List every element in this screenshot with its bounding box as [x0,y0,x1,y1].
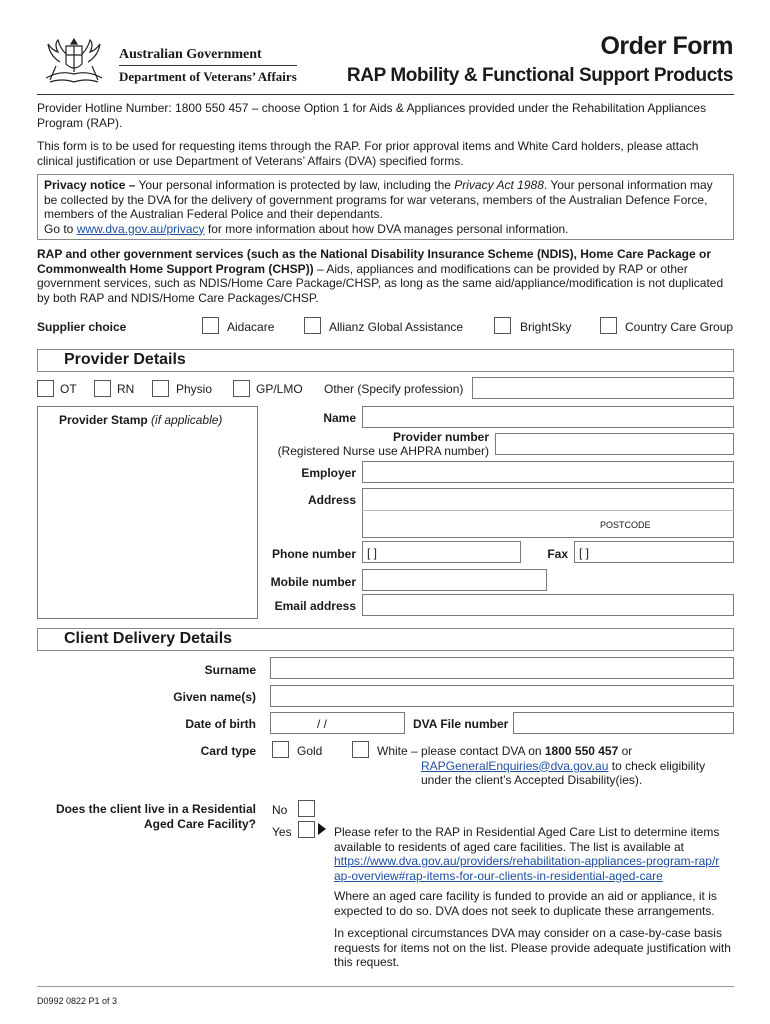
provider-number-note: (Registered Nurse use AHPRA number) [277,444,489,458]
address-input[interactable] [362,488,734,538]
profession-rn-checkbox[interactable] [94,380,111,397]
rac-no-label: No [272,803,288,817]
provider-number-label: Provider number [392,430,489,444]
email-label: Email address [274,599,356,613]
supplier-countrycare-checkbox[interactable] [600,317,617,334]
footer-rule [37,986,734,987]
provider-stamp-note: (if applicable) [151,413,223,427]
rac-info-3: In exceptional circumstances DVA may consider on a case-by-case basis requests for items not on the list. Please provide adequate justification with this request. [334,926,731,969]
coat-of-arms-logo [36,36,112,88]
card-gold-checkbox[interactable] [272,741,289,758]
supplier-aidacare-checkbox[interactable] [202,317,219,334]
privacy-goto: Go to [44,221,77,236]
department-name: Department of Veterans’ Affairs [119,69,297,84]
supplier-countrycare-label: Country Care Group [625,320,734,334]
address-label: Address [307,493,356,507]
profession-rn-label: RN [117,382,135,396]
dob-input[interactable] [270,712,405,734]
profession-gp-label: GP/LMO [256,382,303,396]
rac-no-checkbox[interactable] [298,800,315,817]
rac-question-line1: Does the client live in a Residential [55,802,256,816]
phone-input[interactable] [362,541,521,563]
profession-other-input[interactable] [472,377,734,399]
rac-yes-checkbox[interactable] [298,821,315,838]
fax-input[interactable] [574,541,734,563]
card-white-after: to check eligibility [608,758,706,773]
rac-info-1: Please refer to the RAP in Residential Aged Care List to determine items available to residents of aged care facilities. The list is available at [334,825,720,854]
phone-value: [ ] [367,546,378,560]
provider-section-rule [37,371,734,372]
privacy-heading: Privacy notice – [44,178,136,192]
provider-number-input[interactable] [495,433,734,455]
other-services-text [37,247,727,305]
rap-email-link[interactable]: RAPGeneralEnquiries@dva.gov.au [421,758,609,773]
card-white-or: or [618,744,633,758]
rac-list-link[interactable]: https://www.dva.gov.au/providers/rehabilitation-appliances-program-rap/rap-overview#rap-items-for-our-clients-in-residential-aged-care [334,854,720,883]
footer-code: D0992 0822 P1 of 3 [37,996,118,1006]
mobile-input[interactable] [362,569,547,591]
provider-stamp-label [59,413,222,427]
supplier-allianz-checkbox[interactable] [304,317,321,334]
provider-name-label: Name [323,411,356,425]
fax-label: Fax [547,547,568,561]
employer-input[interactable] [362,461,734,483]
card-white-label: White – please contact DVA on [377,744,545,758]
profession-physio-label: Physio [176,382,213,396]
supplier-choice-label: Supplier choice [37,320,127,334]
card-white-line3: under the client’s Accepted Disability(ies). [421,773,643,787]
profession-ot-checkbox[interactable] [37,380,54,397]
client-details-title: Client Delivery Details [64,630,233,647]
rac-question-line2: Aged Care Facility? [143,817,256,831]
profession-ot-label: OT [60,382,77,396]
profession-gp-checkbox[interactable] [233,380,250,397]
gov-divider [119,65,297,66]
provider-stamp-title: Provider Stamp [59,413,148,427]
email-input[interactable] [362,594,734,616]
privacy-act: Privacy Act 1988 [454,178,544,192]
purpose-text: This form is to be used for requesting items through the RAP. For prior approval items and White Card holders, please attach clinical justification or use Department of Veterans’ Affairs (DVA) specified forms. [37,139,699,168]
dob-separators: / / [317,717,328,731]
supplier-aidacare-label: Aidacare [227,320,275,334]
privacy-link[interactable]: www.dva.gov.au/privacy [76,221,205,236]
privacy-after-link: for more information about how DVA manages personal information. [204,221,569,236]
fax-value: [ ] [579,546,590,560]
privacy-text-1: Your personal information is protected by law, including the [135,178,455,192]
card-gold-label: Gold [297,744,323,758]
address-divider [362,510,734,511]
dva-file-input[interactable] [513,712,734,734]
header-rule [37,94,734,95]
supplier-brightsky-label: BrightSky [520,320,572,334]
card-white-phone: 1800 550 457 [544,744,619,758]
employer-label: Employer [301,466,356,480]
profession-other-label: Other (Specify profession) [324,382,464,396]
provider-details-title: Provider Details [64,351,186,368]
dob-label: Date of birth [185,717,256,731]
form-subtitle: RAP Mobility & Functional Support Products [346,65,733,86]
provider-name-input[interactable] [362,406,734,428]
card-white-checkbox[interactable] [352,741,369,758]
postcode-label: POSTCODE [600,520,651,530]
provider-details-heading [37,349,734,371]
surname-label: Surname [204,663,256,677]
surname-input[interactable] [270,657,734,679]
card-white-text [377,744,705,788]
given-names-input[interactable] [270,685,734,707]
rac-yes-label: Yes [272,825,292,839]
card-type-label: Card type [200,744,256,758]
given-names-label: Given name(s) [173,690,256,704]
mobile-label: Mobile number [270,575,356,589]
hotline-text: Provider Hotline Number: 1800 550 457 – choose Option 1 for Aids & Appliances provided under the Rehabilitation Appliances Program (RAP). [37,101,707,130]
phone-label: Phone number [271,547,356,561]
supplier-brightsky-checkbox[interactable] [494,317,511,334]
gov-name: Australian Government [119,47,262,62]
dva-file-label: DVA File number [413,717,509,731]
provider-stamp-box[interactable] [37,406,258,619]
other-services-bold: RAP and other government services (such as the National Disability Insurance Scheme (NDIS), Home Care Package or Commonwealth Home Support Program (CHSP)) [37,247,711,276]
privacy-text-2: . Your personal information may be collected by the DVA for the delivery of government programs for war veterans, members of the Australian Defence Force, members of the Australian Federal Police and their dependants. [44,178,713,221]
supplier-allianz-label: Allianz Global Assistance [329,320,464,334]
client-section-rule [37,650,734,651]
rac-info-2: Where an aged care facility is funded to provide an aid or appliance, it is expected to do so. DVA does not seek to duplicate these arrangements. [334,889,717,918]
form-title: Order Form [600,32,733,60]
privacy-notice [37,174,734,240]
arrow-right-icon [318,823,326,835]
client-details-heading [37,628,734,650]
other-services-body: – Aids, appliances and modifications can be provided by RAP or other government services, such as NDIS/Home Care Package/CHSP, as long as the same aid/appliance/modification is not duplicated by both RAP and NDIS/Home Care Packages/CHSP. [37,261,724,305]
profession-physio-checkbox[interactable] [152,380,169,397]
